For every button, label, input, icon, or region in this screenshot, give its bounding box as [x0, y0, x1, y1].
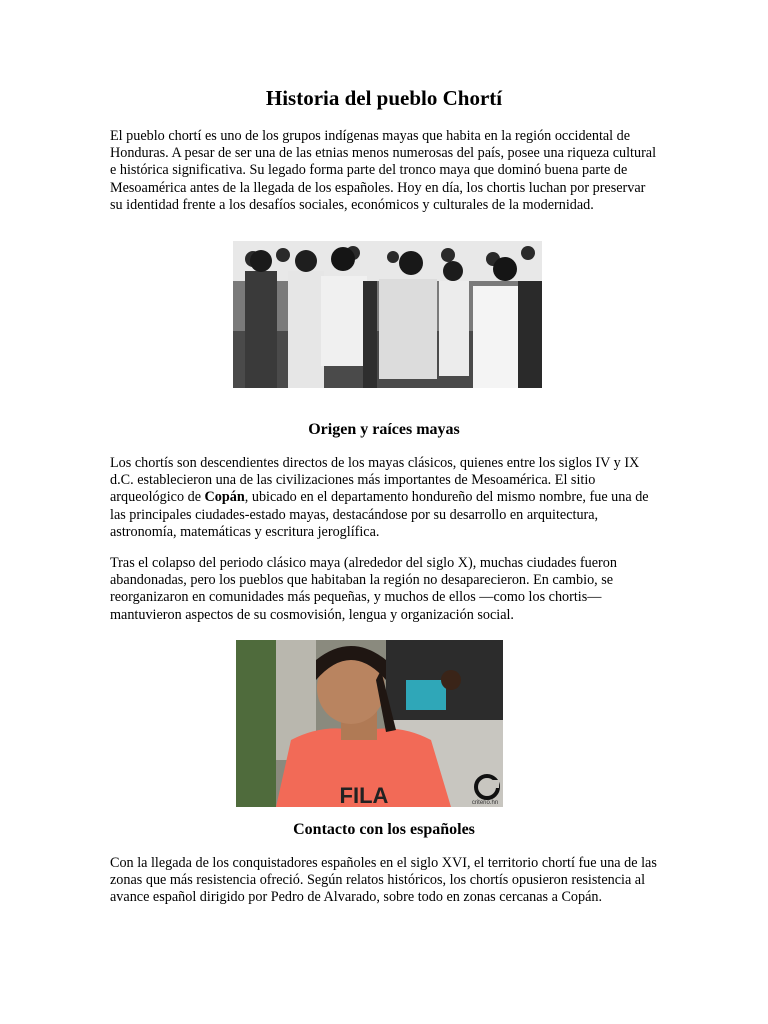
section-heading-origen: Origen y raíces mayas	[308, 421, 460, 438]
intro-paragraph: El pueblo chortí es uno de los grupos indígenas mayas que habita en la región occidental de Honduras. A pesar de ser una de las etnias menos numerosas del país, posee una riqueza cultural e histórica significativa. Su legado forma parte del tronco maya que dominó buena parte de Mesoamérica antes de la llegada de los españoles. Hoy en día, los chortis luchan por preservar su identidad frente a los desafíos sociales, económicos y culturales de la modernidad.	[110, 128, 657, 213]
bold-copan: Copán	[204, 489, 245, 506]
section1-paragraph-1: Los chortís son descendientes directos de los mayas clásicos, quienes entre los siglos IV y IX d.C. establecieron una de las civilizaciones más importantes de Mesoamérica. El sitio arqueológico de Copán, ubicado en el departamento hondureño del mismo nombre, fue una de las principales ciudades-estado mayas, destacándose por su desarrollo en arquitectura, astronomía, matemáticas y escritura jeroglífica.	[110, 455, 649, 540]
watermark-text: criterio.hn	[471, 800, 499, 806]
section-heading-contacto: Contacto con los españoles	[293, 821, 475, 838]
section1-paragraph-2: Tras el colapso del periodo clásico maya (alrededor del siglo X), muchas ciudades fueron abandonadas, pero los pueblos que habitaban la región no desaparecieron. En cambio, se reorganizaron en comunidades más pequeñas, y muchos de ellos —como los chortis— mantuvieron aspectos de su cosmovisión, lengua y organización social.	[110, 555, 617, 623]
section2-paragraph-1: Con la llegada de los conquistadores españoles en el siglo XVI, el territorio chortí fue una de las zonas que más resistencia ofreció. Según relatos históricos, los chortís opusieron resistencia al avance español dirigido por Pedro de Alvarado, sobre todo en zonas cercanas a Copán.	[110, 855, 657, 906]
chorti-woman-photo	[236, 640, 503, 807]
shirt-text: FILA	[339, 783, 389, 807]
document-title: Historia del pueblo Chortí	[265, 86, 503, 110]
historical-group-photo	[233, 241, 542, 388]
